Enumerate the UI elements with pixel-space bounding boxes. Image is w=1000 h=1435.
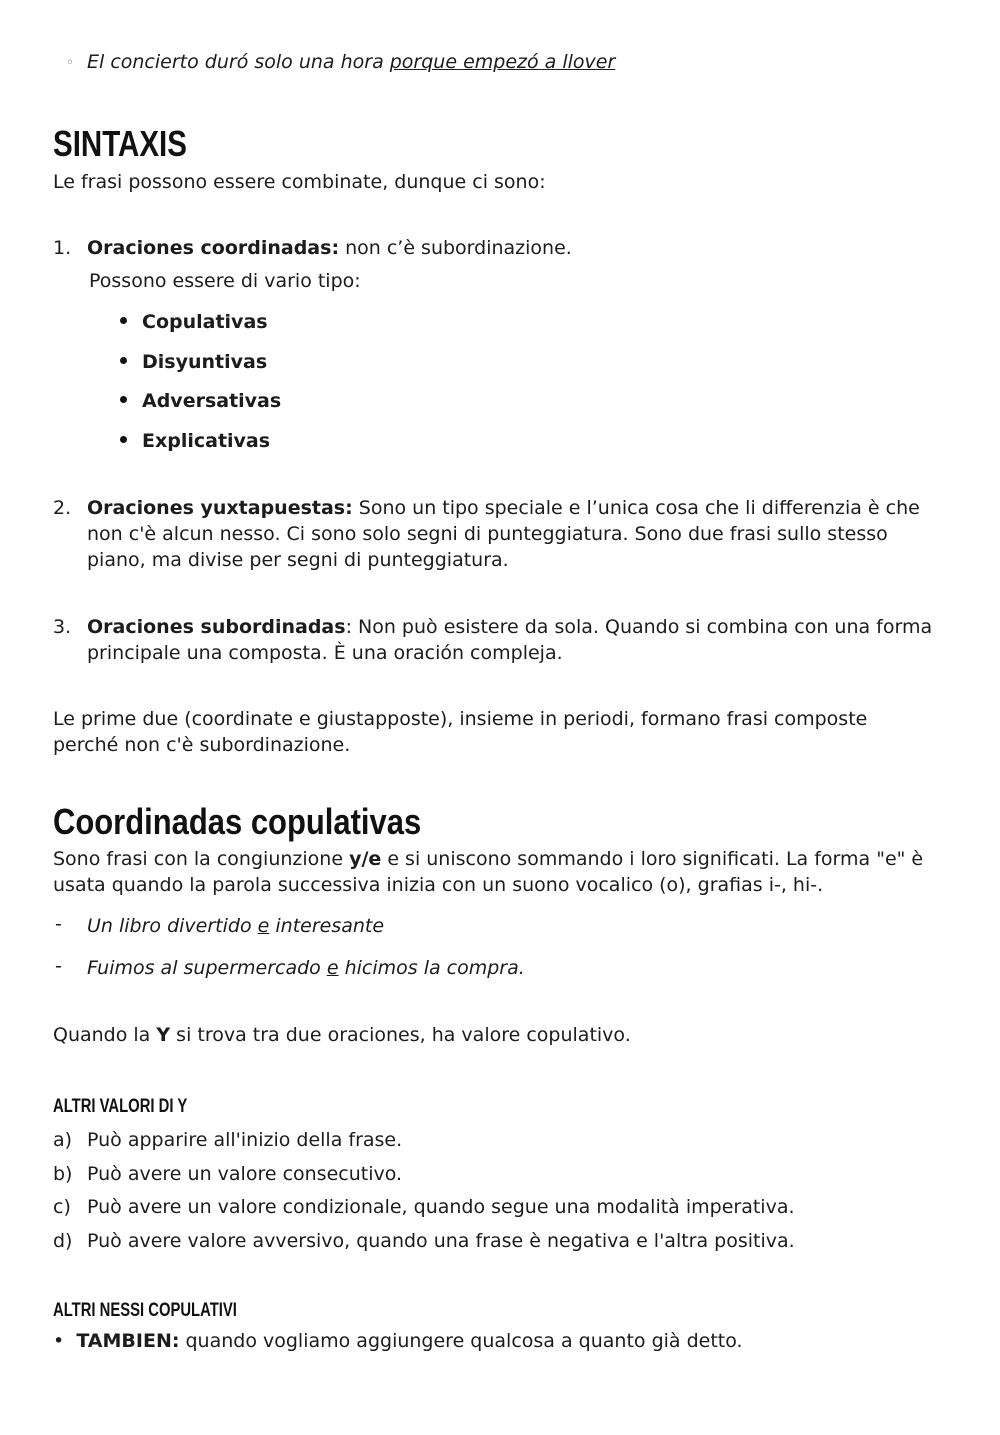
list-item: Può avere un valore condizionale, quando segue una modalità imperativa. (87, 1196, 795, 1218)
item-coordinadas-sub: Possono essere di vario tipo: (89, 270, 361, 292)
subsection-title-altri-nessi: ALTRI NESSI COPULATIVI (53, 1300, 237, 1321)
item-number: 2. (53, 497, 72, 519)
item-yuxtapuestas: Oraciones yuxtapuestas: Sono un tipo speciale e l’unica cosa che li differenzia è che non c'è alcun nesso. Ci sono solo segni di punteggiatura. Sono due frasi sullo stesso piano, ma divise per segni di punteggiatura. (87, 497, 920, 571)
example-2: Fuimos al supermercado e hicimos la compra. (87, 957, 525, 979)
example-1: Un libro divertido e interesante (87, 915, 385, 937)
list-item: Può avere un valore consecutivo. (87, 1163, 403, 1185)
nesso-item: • TAMBIEN: quando vogliamo aggiungere qualcosa a quanto già detto. (53, 1330, 743, 1352)
sintaxis-summary: Le prime due (coordinate e giustapposte), insieme in periodi, formano frasi composte perché non c'è subordinazione. (53, 708, 868, 756)
dash-bullet: - (55, 955, 62, 977)
section-title-copulativas: Coordinadas copulativas (53, 801, 422, 842)
item-number: 1. (53, 237, 72, 259)
item-subordinadas: Oraciones subordinadas: Non può esistere da sola. Quando si combina con una forma principale una composta. È una oración compleja. (87, 616, 933, 664)
bullet-dot: • (53, 1330, 65, 1352)
section-title-sintaxis: SINTAXIS (53, 123, 187, 164)
copulativas-paragraph: Sono frasi con la congiunzione y/e e si uniscono sommando i loro significati. La forma "e" è usata quando la parola successiva inizia con un suono vocalico (o), grafias i-, hi-. (53, 848, 924, 896)
sintaxis-intro: Le frasi possono essere combinate, dunque ci sono: (53, 171, 546, 193)
bullet-dot (120, 357, 127, 364)
list-label: c) (53, 1196, 71, 1218)
list-item: Può avere valore avversivo, quando una frase è negativa e l'altra positiva. (87, 1230, 795, 1252)
bullet-dot (120, 396, 127, 403)
circle-bullet: ◦ (66, 55, 75, 71)
list-item: Può apparire all'inizio della frase. (87, 1129, 403, 1151)
subsection-title-altri-valori: ALTRI VALORI DI Y (53, 1096, 188, 1117)
list-label: b) (53, 1163, 73, 1185)
top-example: El concierto duró solo una hora porque empezó a llover (87, 51, 616, 73)
bullet-dot (120, 317, 127, 324)
list-label: a) (53, 1129, 73, 1151)
copulativas-note: Quando la Y si trova tra due oraciones, ha valore copulativo. (53, 1024, 631, 1046)
list-label: d) (53, 1230, 73, 1252)
item-number: 3. (53, 616, 72, 638)
dash-bullet: - (55, 913, 62, 935)
bullet-dot (120, 436, 127, 443)
item-coordinadas: Oraciones coordinadas: non c’è subordinazione. (87, 237, 572, 259)
